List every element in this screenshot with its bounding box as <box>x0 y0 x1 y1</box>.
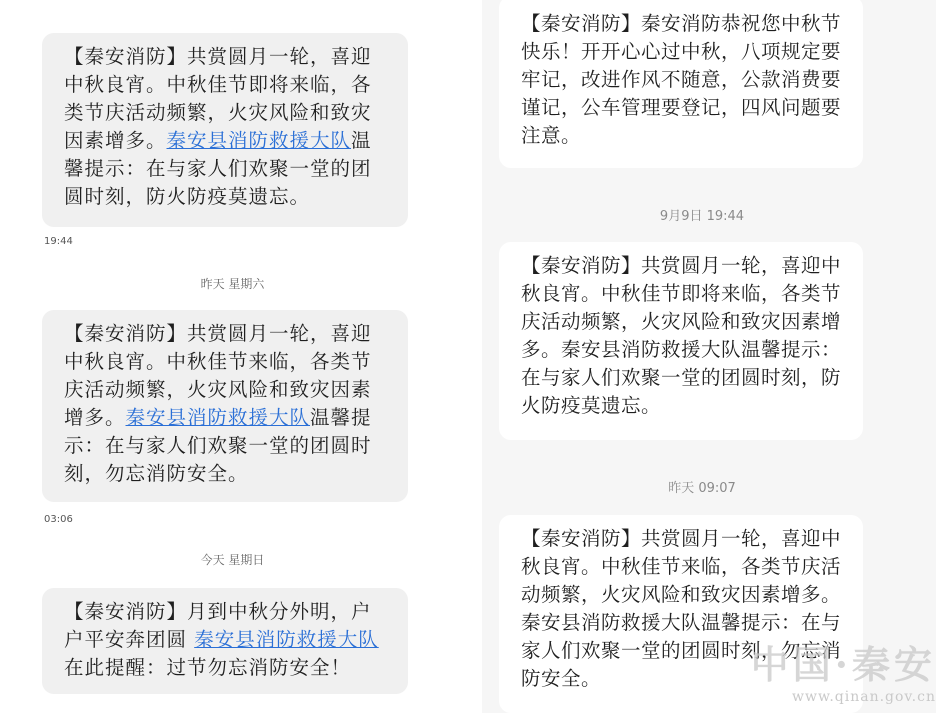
message-timestamp: 03:06 <box>44 514 73 525</box>
right-screenshot-panel <box>482 0 936 713</box>
message-link[interactable]: 秦安县消防救援大队 <box>166 129 352 152</box>
message-text: 【秦安消防】秦安消防恭祝您中秋节快乐！开开心心过中秋，八项规定要牢记，改进作风不随意，公款消费要谨记，公车管理要登记，四风问题要注意。 <box>521 12 842 147</box>
message-text: 在此提醒：过节勿忘消防安全！ <box>64 656 352 679</box>
message-link[interactable]: 秦安县消防救援大队 <box>125 406 311 429</box>
message-text: 温馨提示：在与家人们欢聚一堂的团圆时刻，勿忘消防安全。 <box>64 406 372 485</box>
sms-message-bubble[interactable] <box>499 0 863 168</box>
message-text: 【秦安消防】共赏圆月一轮，喜迎中秋良宵。中秋佳节来临，各类节庆活动频繁，火灾风险和致灾因素增多。秦安县消防救援大队温馨提示：在与家人们欢聚一堂的团圆时刻，勿忘消防安全。 <box>521 527 842 690</box>
message-text: 【秦安消防】共赏圆月一轮，喜迎中秋良宵。中秋佳节即将来临，各类节庆活动频繁，火灾风险和致灾因素增多。 <box>64 45 372 152</box>
sms-message-bubble[interactable] <box>42 33 408 227</box>
message-text: 【秦安消防】月到中秋分外明，户户平安奔团圆 <box>64 600 372 651</box>
sms-message-bubble[interactable] <box>42 588 408 694</box>
date-divider: 昨天 星期六 <box>200 277 265 291</box>
sms-message-bubble[interactable] <box>499 242 863 440</box>
left-screenshot-panel <box>0 0 465 713</box>
message-text: 温馨提示：在与家人们欢聚一堂的团圆时刻，防火防疫莫遗忘。 <box>64 129 372 208</box>
date-divider: 昨天 09:07 <box>668 481 736 496</box>
watermark-url: www.qinan.gov.cn <box>792 689 936 705</box>
message-text: 【秦安消防】共赏圆月一轮，喜迎中秋良宵。中秋佳节即将来临，各类节庆活动频繁，火灾风险和致灾因素增多。秦安县消防救援大队温馨提示：在与家人们欢聚一堂的团圆时刻，防火防疫莫遗忘。 <box>521 254 842 417</box>
watermark-title: 中国·秦安 <box>750 642 936 687</box>
message-timestamp: 19:44 <box>44 236 73 247</box>
site-watermark <box>751 634 936 705</box>
message-text: 【秦安消防】共赏圆月一轮，喜迎中秋良宵。中秋佳节来临，各类节庆活动频繁，火灾风险和致灾因素增多。 <box>64 322 372 429</box>
sms-message-bubble[interactable] <box>42 310 408 502</box>
date-divider: 9月9日 19:44 <box>659 209 745 224</box>
date-divider: 今天 星期日 <box>200 553 265 567</box>
message-link[interactable]: 秦安县消防救援大队 <box>194 628 379 651</box>
